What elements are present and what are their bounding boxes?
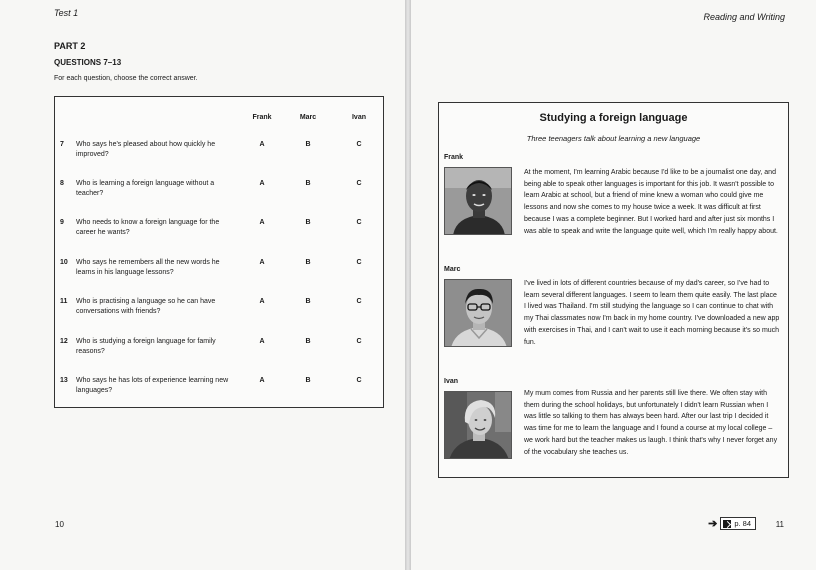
paragraph-ivan: My mum comes from Russia and her parents still live there. We often stay with them during the school holidays, but unfortunately I didn't learn Russian when I was little so talking to them has always been hard. After our last trip I decided it was time for me to learn the language and I found a course at my local college – we work hard but the teacher makes us laugh. I think that's why I never forget any of the vocabulary she teaches us. — [524, 390, 778, 456]
answer-reference[interactable] — [708, 517, 756, 530]
questions-range: QUESTIONS 7–13 — [54, 58, 122, 67]
instruction: For each question, choose the correct answer. — [54, 75, 198, 82]
option-c[interactable]: C — [356, 338, 362, 345]
question-text: Who says he has lots of experience learning new languages? — [76, 377, 229, 394]
question-row-10 — [55, 257, 385, 287]
option-a[interactable]: A — [259, 338, 265, 345]
teen-portrait-frank-icon — [444, 167, 512, 235]
option-b[interactable]: B — [305, 338, 311, 345]
reference-box[interactable] — [720, 517, 756, 530]
question-number: 7 — [60, 141, 64, 148]
question-number: 11 — [60, 298, 68, 305]
option-a[interactable]: A — [259, 377, 265, 384]
option-a[interactable]: A — [259, 141, 265, 148]
text-title: Studying a foreign language — [539, 112, 688, 124]
reference-label: p. 84 — [734, 519, 751, 528]
question-number: 10 — [60, 259, 68, 266]
person-name-frank: Frank — [444, 154, 464, 161]
running-head-left: Test 1 — [54, 8, 79, 18]
teen-portrait-ivan-icon — [444, 391, 512, 459]
option-b[interactable]: B — [305, 180, 311, 187]
option-b[interactable]: B — [305, 377, 311, 384]
page-number-right: 11 — [775, 520, 784, 529]
right-page — [411, 0, 816, 570]
question-text: Who is studying a foreign language for family reasons? — [76, 338, 216, 355]
question-row-9 — [55, 217, 385, 247]
option-a[interactable]: A — [259, 259, 265, 266]
answer-key-icon — [723, 520, 731, 528]
left-page — [0, 0, 405, 570]
option-a[interactable]: A — [259, 219, 265, 226]
question-row-11 — [55, 296, 385, 326]
running-head-right: Reading and Writing — [703, 12, 785, 22]
option-c[interactable]: C — [356, 219, 362, 226]
question-text: Who is learning a foreign language without a teacher? — [76, 180, 215, 197]
option-c[interactable]: C — [356, 298, 362, 305]
question-row-12 — [55, 336, 385, 366]
questions-box — [54, 96, 384, 408]
part-title: PART 2 — [54, 41, 86, 51]
paragraph-frank: At the moment, I'm learning Arabic because I'd like to be a journalist one day, and being able to speak other languages is important for this job. It wasn't possible to learn Arabic at school, but a friend of mine knew a woman who could give me lessons and now she comes to my house twice a week. It was difficult at first because I was a complete beginner. But I worked hard and after just six months I was able to speak and write the language quite well, which I'm really happy about. — [524, 169, 778, 235]
page-number-left: 10 — [55, 520, 64, 529]
question-text: Who says he remembers all the new words he learns in his language lessons? — [76, 259, 220, 276]
question-row-7 — [55, 139, 385, 169]
question-row-8 — [55, 178, 385, 208]
column-header-marc: Marc — [299, 114, 317, 121]
arrow-right-icon: ➔ — [708, 518, 718, 530]
option-b[interactable]: B — [305, 141, 311, 148]
option-a[interactable]: A — [259, 298, 265, 305]
question-number: 8 — [60, 180, 64, 187]
question-number: 13 — [60, 377, 68, 384]
question-row-13 — [55, 375, 385, 405]
reading-text-box — [438, 102, 789, 478]
question-number: 9 — [60, 219, 64, 226]
column-header-frank: Frank — [252, 114, 272, 121]
question-text: Who needs to know a foreign language for the career he wants? — [76, 219, 220, 236]
option-a[interactable]: A — [259, 180, 265, 187]
question-text: Who says he's pleased about how quickly he improved? — [76, 141, 216, 158]
text-subtitle: Three teenagers talk about learning a new language — [526, 134, 701, 143]
question-number: 12 — [60, 338, 68, 345]
person-name-marc: Marc — [444, 266, 461, 273]
option-b[interactable]: B — [305, 219, 311, 226]
option-b[interactable]: B — [305, 259, 311, 266]
column-header-ivan: Ivan — [351, 114, 366, 121]
option-b[interactable]: B — [305, 298, 311, 305]
option-c[interactable]: C — [356, 259, 362, 266]
option-c[interactable]: C — [356, 377, 362, 384]
person-name-ivan: Ivan — [444, 378, 459, 385]
option-c[interactable]: C — [356, 180, 362, 187]
teen-portrait-marc-icon — [444, 279, 512, 347]
option-c[interactable]: C — [356, 141, 362, 148]
paragraph-marc: I've lived in lots of different countries because of my dad's career, so I've had to learn several different languages. I seem to learn them quite easily. The last place I lived was Thailand. I'm still studying the language so I can continue to chat with my Thai classmates now I'm back in my home country. I've downloaded a new app with exercises in Thai, and I can't wait to use it each morning because it's so much fun. — [524, 280, 780, 346]
question-text: Who is practising a language so he can have conversations with friends? — [76, 298, 216, 315]
